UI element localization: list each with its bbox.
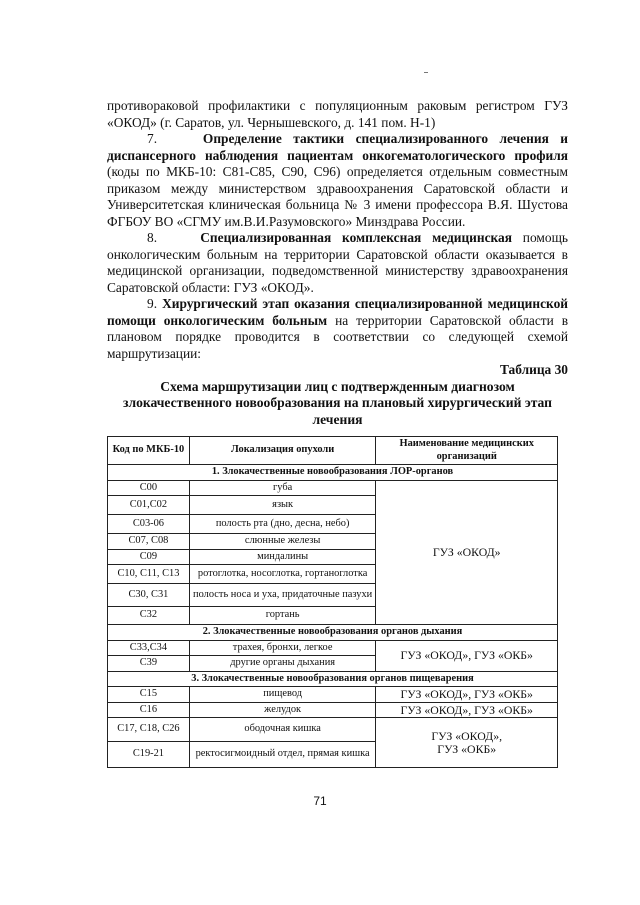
table-row: С03-06 полость рта (дно, десна, небо) (108, 515, 558, 534)
paragraph-7 (107, 131, 568, 230)
section-row: 2. Злокачественные новообразования органов дыхания (108, 625, 558, 641)
table-row: С10, С11, С13 ротоглотка, носоглотка, гортаноглотка (108, 565, 558, 584)
table-row: С39 другие органы дыхания (108, 656, 558, 672)
page-body (107, 98, 568, 428)
header-code: Код по МКБ-10 (108, 437, 190, 465)
table-row: С30, С31 полость носа и уха, придаточные пазухи (108, 584, 558, 607)
table-row: С16 желудок ГУЗ «ОКОД», ГУЗ «ОКБ» (108, 702, 558, 718)
header-organization: Наименование медицинских организаций (376, 437, 558, 465)
table-row: С32 гортань (108, 607, 558, 625)
merged-organization-cell: ГУЗ «ОКОД», ГУЗ «ОКБ» (376, 640, 558, 671)
table-header-row (108, 437, 558, 465)
merged-organization-cell: ГУЗ «ОКОД», ГУЗ «ОКБ» (376, 718, 558, 768)
page-number: 71 (313, 794, 327, 808)
table-row: С00 губа ГУЗ «ОКОД» (108, 480, 558, 496)
paragraph-8 (107, 230, 568, 296)
table-row: С17, С18, С26 ободочная кишка ГУЗ «ОКОД», ГУЗ «ОКБ» (108, 718, 558, 742)
table-row: С15 пищевод ГУЗ «ОКОД», ГУЗ «ОКБ» (108, 687, 558, 703)
intro-paragraph: противораковой профилактики с популяционным раковым регистром ГУЗ «ОКОД» (г. Саратов, ул. Чернышевского, д. 141 пом. Н-1) (107, 98, 568, 130)
paragraph-9-number: 9. (147, 296, 158, 311)
merged-organization-cell: ГУЗ «ОКОД» (376, 480, 558, 625)
scan-speck (424, 72, 428, 73)
table-row: С01,С02 язык (108, 496, 558, 515)
section-row: 1. Злокачественные новообразования ЛОР-органов (108, 465, 558, 481)
table-row: С09 миндалины (108, 549, 558, 565)
paragraph-8-number: 8. (147, 230, 158, 245)
paragraph-9-text: на территории Саратовской области в плановом порядке проводится в соответствии со следующей схемой маршрутизации: (107, 312, 569, 361)
header-location: Локализация опухоли (189, 437, 376, 465)
table-row: С07, С08 слюнные железы (108, 534, 558, 550)
paragraph-9 (107, 296, 568, 362)
paragraph-9-heading: Хирургический этап оказания специализированной медицинской помощи онкологическим больным (107, 296, 568, 328)
paragraph-7-heading: Определение тактики специализированного лечения и диспансерного наблюдения пациентам онкогематологического профиля (107, 131, 569, 163)
paragraph-7-text: (коды по МКБ-10: С81-С85, С90, С96) определяется отдельным совместным приказом между министерством здравоохранения Саратовской области и Университетская клиническая больница № 3 имени профессора В.Я. Шустова ФГБОУ ВО «СГМУ им.В.И.Разумовского» Минздрава России. (107, 164, 568, 229)
table-row: С19-21 ректосигмоидный отдел, прямая кишка (108, 742, 558, 768)
paragraph-7-number: 7. (147, 131, 158, 146)
table-title: Схема маршрутизации лиц с подтвержденным диагнозом злокачественного новообразования на плановый хирургический этап лечения (123, 378, 552, 427)
routing-table (107, 436, 558, 768)
paragraph-8-heading: Специализированная комплексная медицинская (200, 230, 512, 245)
paragraph-8-text: помощь онкологическим больным на территории Саратовской области оказывается в медицинской организации, подведомственной министерству здравоохранения Саратовской области: ГУЗ «ОКОД». (107, 230, 568, 295)
section-row: 3. Злокачественные новообразования органов пищеварения (108, 671, 558, 687)
table-number: Таблица 30 (499, 362, 568, 377)
table-row: С33,С34 трахея, бронхи, легкое ГУЗ «ОКОД», ГУЗ «ОКБ» (108, 640, 558, 656)
